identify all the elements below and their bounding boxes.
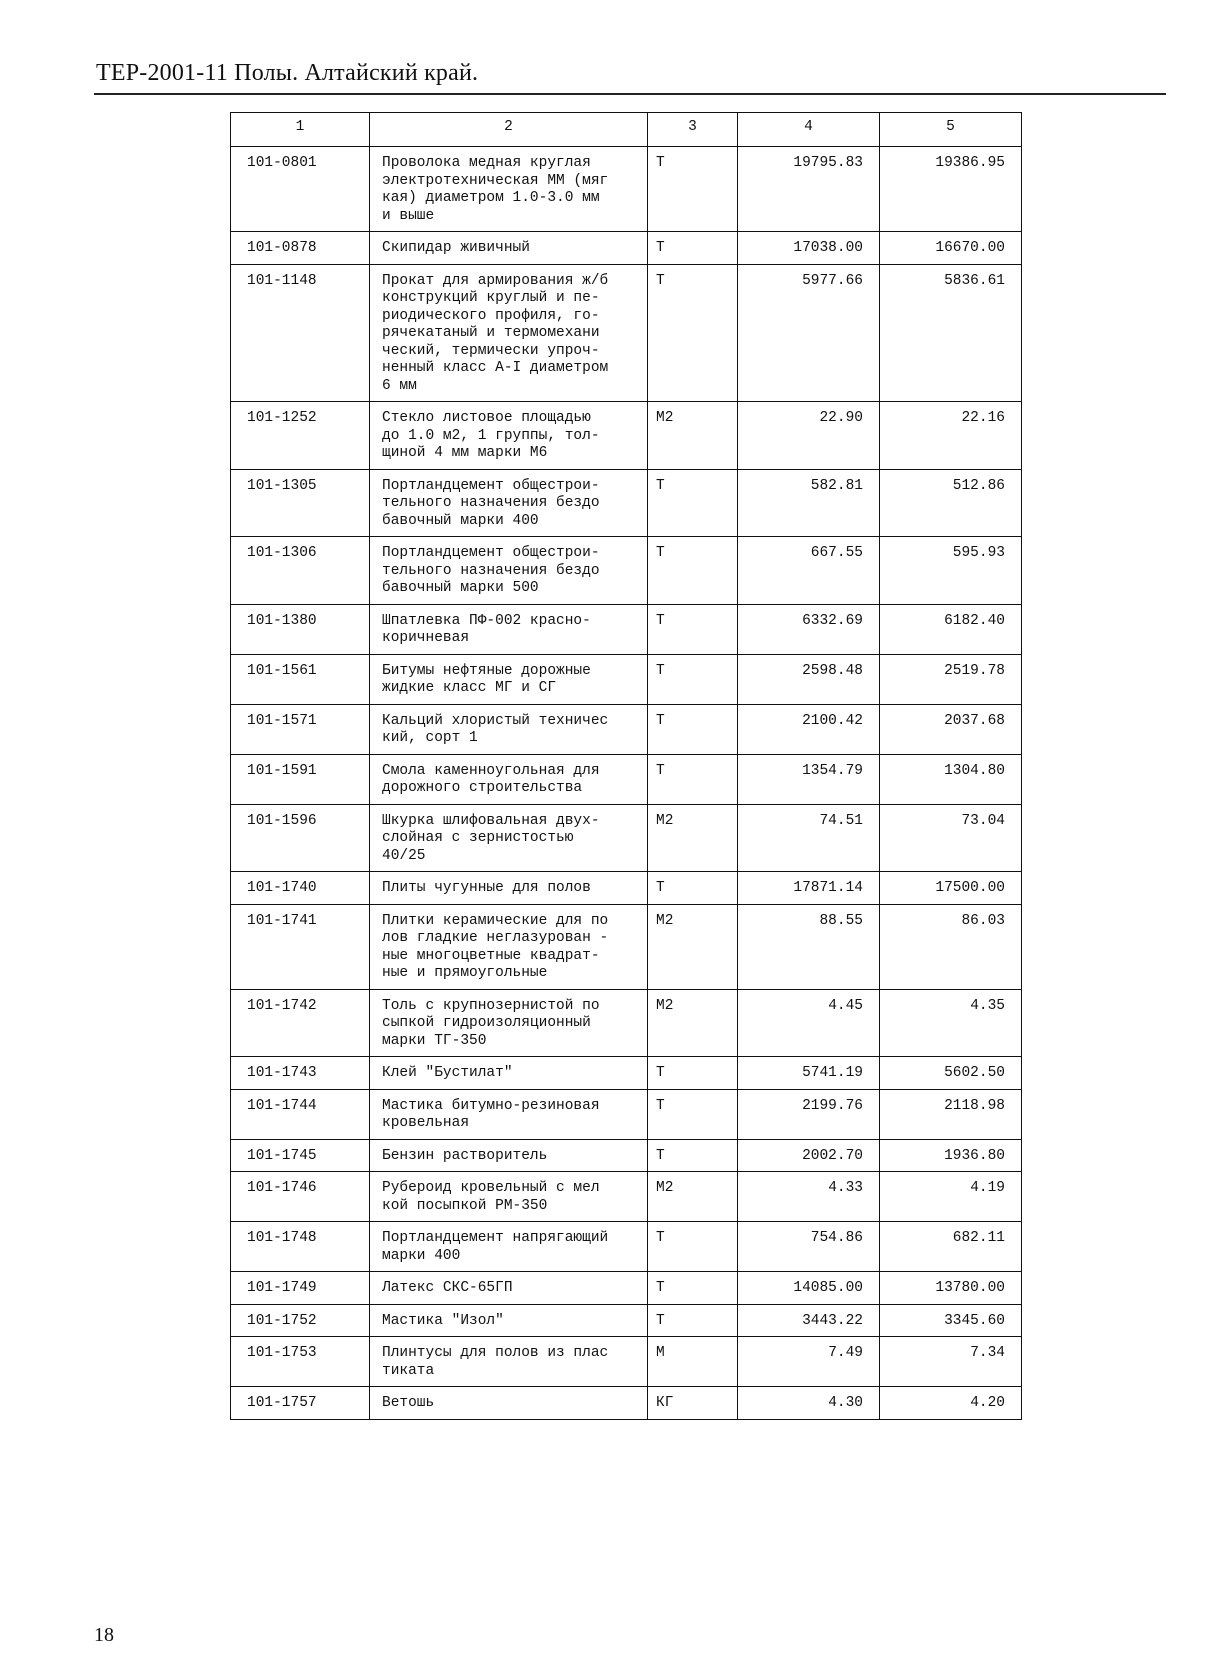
code-cell: 101-1741 [231, 904, 370, 989]
price-cell: 14085.00 [738, 1272, 880, 1305]
table-row [231, 1304, 1022, 1337]
price-cell: 7.49 [738, 1337, 880, 1387]
name-cell: Портландцемент общестрои- тельного назначения бездо бавочный марки 400 [370, 469, 648, 537]
code-cell: 101-1749 [231, 1272, 370, 1305]
price-cell: 88.55 [738, 904, 880, 989]
price-cell: 3443.22 [738, 1304, 880, 1337]
table-row [231, 1139, 1022, 1172]
name-cell: Портландцемент общестрои- тельного назначения бездо бавочный марки 500 [370, 537, 648, 605]
price-cell: 17038.00 [738, 232, 880, 265]
price-cell: 682.11 [880, 1222, 1022, 1272]
price-cell: 7.34 [880, 1337, 1022, 1387]
name-cell: Портландцемент напрягающий марки 400 [370, 1222, 648, 1272]
price-cell: 13780.00 [880, 1272, 1022, 1305]
table-row [231, 232, 1022, 265]
price-cell: 6182.40 [880, 604, 1022, 654]
unit-cell: М2 [648, 1172, 738, 1222]
code-cell: 101-1252 [231, 402, 370, 470]
name-cell: Кальций хлористый техничес кий, сорт 1 [370, 704, 648, 754]
code-cell: 101-1745 [231, 1139, 370, 1172]
name-cell: Бензин растворитель [370, 1139, 648, 1172]
running-header: ТЕР-2001-11 Полы. Алтайский край. [96, 60, 479, 86]
table-row [231, 1172, 1022, 1222]
name-cell: Шкурка шлифовальная двух- слойная с зернистостью 40/25 [370, 804, 648, 872]
column-header: 4 [738, 113, 880, 147]
table-row [231, 264, 1022, 402]
code-cell: 101-1753 [231, 1337, 370, 1387]
code-cell: 101-1746 [231, 1172, 370, 1222]
unit-cell: М2 [648, 904, 738, 989]
price-cell: 17500.00 [880, 872, 1022, 905]
table-row [231, 804, 1022, 872]
name-cell: Латекс СКС-65ГП [370, 1272, 648, 1305]
column-header: 2 [370, 113, 648, 147]
table-row [231, 469, 1022, 537]
table-header-row [231, 113, 1022, 147]
unit-cell: Т [648, 1089, 738, 1139]
table-row [231, 1387, 1022, 1420]
price-cell: 2100.42 [738, 704, 880, 754]
unit-cell: М2 [648, 804, 738, 872]
price-cell: 22.90 [738, 402, 880, 470]
price-cell: 86.03 [880, 904, 1022, 989]
price-cell: 5977.66 [738, 264, 880, 402]
unit-cell: КГ [648, 1387, 738, 1420]
code-cell: 101-1571 [231, 704, 370, 754]
code-cell: 101-1561 [231, 654, 370, 704]
unit-cell: Т [648, 147, 738, 232]
code-cell: 101-1748 [231, 1222, 370, 1272]
price-cell: 73.04 [880, 804, 1022, 872]
name-cell: Смола каменноугольная для дорожного строительства [370, 754, 648, 804]
unit-cell: Т [648, 1272, 738, 1305]
table-row [231, 1337, 1022, 1387]
price-cell: 5741.19 [738, 1057, 880, 1090]
unit-cell: Т [648, 704, 738, 754]
price-cell: 5602.50 [880, 1057, 1022, 1090]
price-cell: 4.35 [880, 989, 1022, 1057]
table-row [231, 704, 1022, 754]
name-cell: Стекло листовое площадью до 1.0 м2, 1 группы, тол- щиной 4 мм марки М6 [370, 402, 648, 470]
code-cell: 101-0878 [231, 232, 370, 265]
table-row [231, 1057, 1022, 1090]
price-cell: 4.30 [738, 1387, 880, 1420]
price-cell: 6332.69 [738, 604, 880, 654]
price-cell: 74.51 [738, 804, 880, 872]
price-cell: 1304.80 [880, 754, 1022, 804]
unit-cell: Т [648, 654, 738, 704]
table-row [231, 654, 1022, 704]
price-cell: 2598.48 [738, 654, 880, 704]
column-header: 5 [880, 113, 1022, 147]
unit-cell: М2 [648, 989, 738, 1057]
unit-cell: Т [648, 469, 738, 537]
name-cell: Мастика "Изол" [370, 1304, 648, 1337]
price-cell: 19386.95 [880, 147, 1022, 232]
price-cell: 16670.00 [880, 232, 1022, 265]
name-cell: Клей "Бустилат" [370, 1057, 648, 1090]
unit-cell: Т [648, 872, 738, 905]
table-row [231, 1272, 1022, 1305]
unit-cell: Т [648, 1139, 738, 1172]
price-cell: 1354.79 [738, 754, 880, 804]
unit-cell: Т [648, 754, 738, 804]
table-row [231, 754, 1022, 804]
name-cell: Мастика битумно-резиновая кровельная [370, 1089, 648, 1139]
price-cell: 512.86 [880, 469, 1022, 537]
price-cell: 5836.61 [880, 264, 1022, 402]
name-cell: Плитки керамические для по лов гладкие неглазурован - ные многоцветные квадрат- ные и прямоугольные [370, 904, 648, 989]
name-cell: Плинтусы для полов из плас тиката [370, 1337, 648, 1387]
unit-cell: Т [648, 1222, 738, 1272]
code-cell: 101-1596 [231, 804, 370, 872]
code-cell: 101-1743 [231, 1057, 370, 1090]
unit-cell: Т [648, 1304, 738, 1337]
price-cell: 4.33 [738, 1172, 880, 1222]
price-cell: 582.81 [738, 469, 880, 537]
name-cell: Скипидар живичный [370, 232, 648, 265]
name-cell: Шпатлевка ПФ-002 красно- коричневая [370, 604, 648, 654]
price-cell: 2037.68 [880, 704, 1022, 754]
table-row [231, 604, 1022, 654]
unit-cell: Т [648, 537, 738, 605]
column-header: 1 [231, 113, 370, 147]
code-cell: 101-1148 [231, 264, 370, 402]
name-cell: Битумы нефтяные дорожные жидкие класс МГ и СГ [370, 654, 648, 704]
table-row [231, 1089, 1022, 1139]
code-cell: 101-1752 [231, 1304, 370, 1337]
name-cell: Плиты чугунные для полов [370, 872, 648, 905]
code-cell: 101-1742 [231, 989, 370, 1057]
name-cell: Прокат для армирования ж/б конструкций круглый и пе- риодического профиля, го- рячекатаный и термомехани ческий, термически упроч- ненный класс А-I диаметром 6 мм [370, 264, 648, 402]
table-row [231, 989, 1022, 1057]
unit-cell: Т [648, 264, 738, 402]
name-cell: Толь с крупнозернистой по сыпкой гидроизоляционный марки ТГ-350 [370, 989, 648, 1057]
table-row [231, 904, 1022, 989]
table-row [231, 1222, 1022, 1272]
header-rule [94, 93, 1166, 95]
code-cell: 101-1744 [231, 1089, 370, 1139]
price-cell: 667.55 [738, 537, 880, 605]
code-cell: 101-1380 [231, 604, 370, 654]
column-header: 3 [648, 113, 738, 147]
price-cell: 754.86 [738, 1222, 880, 1272]
price-cell: 17871.14 [738, 872, 880, 905]
code-cell: 101-1306 [231, 537, 370, 605]
name-cell: Проволока медная круглая электротехническая ММ (мяг кая) диаметром 1.0-3.0 мм и выше [370, 147, 648, 232]
price-cell: 2519.78 [880, 654, 1022, 704]
page-number: 18 [94, 1624, 114, 1646]
table-row [231, 147, 1022, 232]
code-cell: 101-1305 [231, 469, 370, 537]
price-cell: 4.45 [738, 989, 880, 1057]
price-table [230, 112, 1022, 1420]
code-cell: 101-1757 [231, 1387, 370, 1420]
code-cell: 101-0801 [231, 147, 370, 232]
unit-cell: М2 [648, 402, 738, 470]
price-cell: 4.20 [880, 1387, 1022, 1420]
code-cell: 101-1740 [231, 872, 370, 905]
price-cell: 2199.76 [738, 1089, 880, 1139]
table-row [231, 872, 1022, 905]
unit-cell: Т [648, 604, 738, 654]
code-cell: 101-1591 [231, 754, 370, 804]
name-cell: Ветошь [370, 1387, 648, 1420]
unit-cell: Т [648, 1057, 738, 1090]
name-cell: Рубероид кровельный с мел кой посыпкой РМ-350 [370, 1172, 648, 1222]
price-cell: 3345.60 [880, 1304, 1022, 1337]
price-cell: 1936.80 [880, 1139, 1022, 1172]
table-row [231, 402, 1022, 470]
unit-cell: Т [648, 232, 738, 265]
unit-cell: М [648, 1337, 738, 1387]
price-cell: 2118.98 [880, 1089, 1022, 1139]
price-cell: 2002.70 [738, 1139, 880, 1172]
price-cell: 595.93 [880, 537, 1022, 605]
price-cell: 22.16 [880, 402, 1022, 470]
table-row [231, 537, 1022, 605]
price-cell: 19795.83 [738, 147, 880, 232]
price-cell: 4.19 [880, 1172, 1022, 1222]
